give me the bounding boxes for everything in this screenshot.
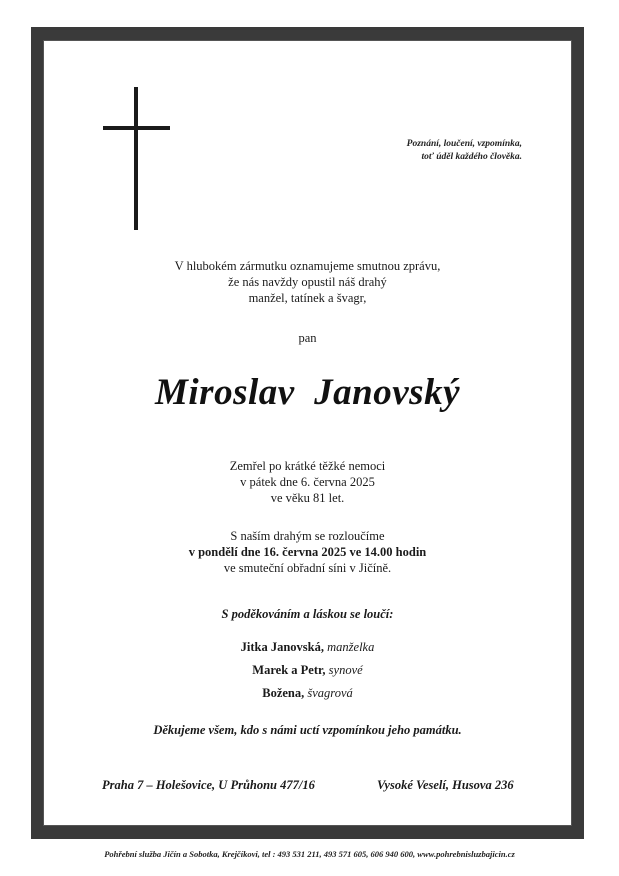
- mourners-list: [43, 636, 572, 705]
- closing-thanks: Děkujeme všem, kdo s námi uctí vzpomínkou jeho památku.: [153, 723, 462, 737]
- mourner-item: [43, 636, 572, 659]
- funeral-date-time: v pondělí dne 16. června 2025 ve 14.00 hodin: [188, 545, 427, 559]
- intro-line: že nás navždy opustil náš drahý: [228, 275, 387, 289]
- death-line: v pátek dne 6. června 2025: [240, 475, 375, 489]
- mourner-name: Marek a Petr,: [252, 663, 326, 677]
- funeral-venue: ve smuteční obřadní síni v Jičíně.: [223, 561, 392, 575]
- intro-text: [43, 258, 572, 306]
- title-word: pan: [298, 331, 317, 345]
- cross-icon-bar: [103, 126, 170, 130]
- motto-line: toť úděl každého člověka.: [421, 152, 522, 162]
- mourner-relation: synové: [328, 663, 363, 677]
- funeral-service-footer: Pohřební služba Jičín a Sobotka, Krejčíkovi, tel : 493 531 211, 493 571 605, 606 940 600, www.pohrebnisluzbajicin.cz: [104, 849, 515, 859]
- farewell-heading: S poděkováním a láskou se loučí:: [221, 607, 394, 621]
- intro-line: V hlubokém zármutku oznamujeme smutnou zprávu,: [174, 259, 441, 273]
- deceased-name: Miroslav Janovský: [155, 372, 460, 413]
- address-left: Praha 7 – Holešovice, U Průhonu 477/16: [102, 778, 315, 792]
- intro-line: manžel, tatínek a švagr,: [248, 291, 367, 305]
- funeral-line: S naším drahým se rozloučíme: [230, 529, 385, 543]
- cross-icon: [134, 87, 138, 230]
- mourner-relation: manželka: [327, 640, 375, 654]
- address-right: Vysoké Veselí, Husova 236: [377, 778, 514, 792]
- mourner-name: Božena,: [262, 686, 305, 700]
- mourner-relation: švagrová: [307, 686, 353, 700]
- mourner-name: Jitka Janovská,: [240, 640, 324, 654]
- motto: [340, 138, 522, 164]
- motto-line: Poznání, loučení, vzpomínka,: [406, 139, 522, 149]
- death-line: Zemřel po krátké těžké nemoci: [229, 459, 386, 473]
- mourner-item: [43, 682, 572, 705]
- death-line: ve věku 81 let.: [270, 491, 345, 505]
- mourner-item: [43, 659, 572, 682]
- funeral-details: [43, 528, 572, 576]
- death-details: [43, 458, 572, 506]
